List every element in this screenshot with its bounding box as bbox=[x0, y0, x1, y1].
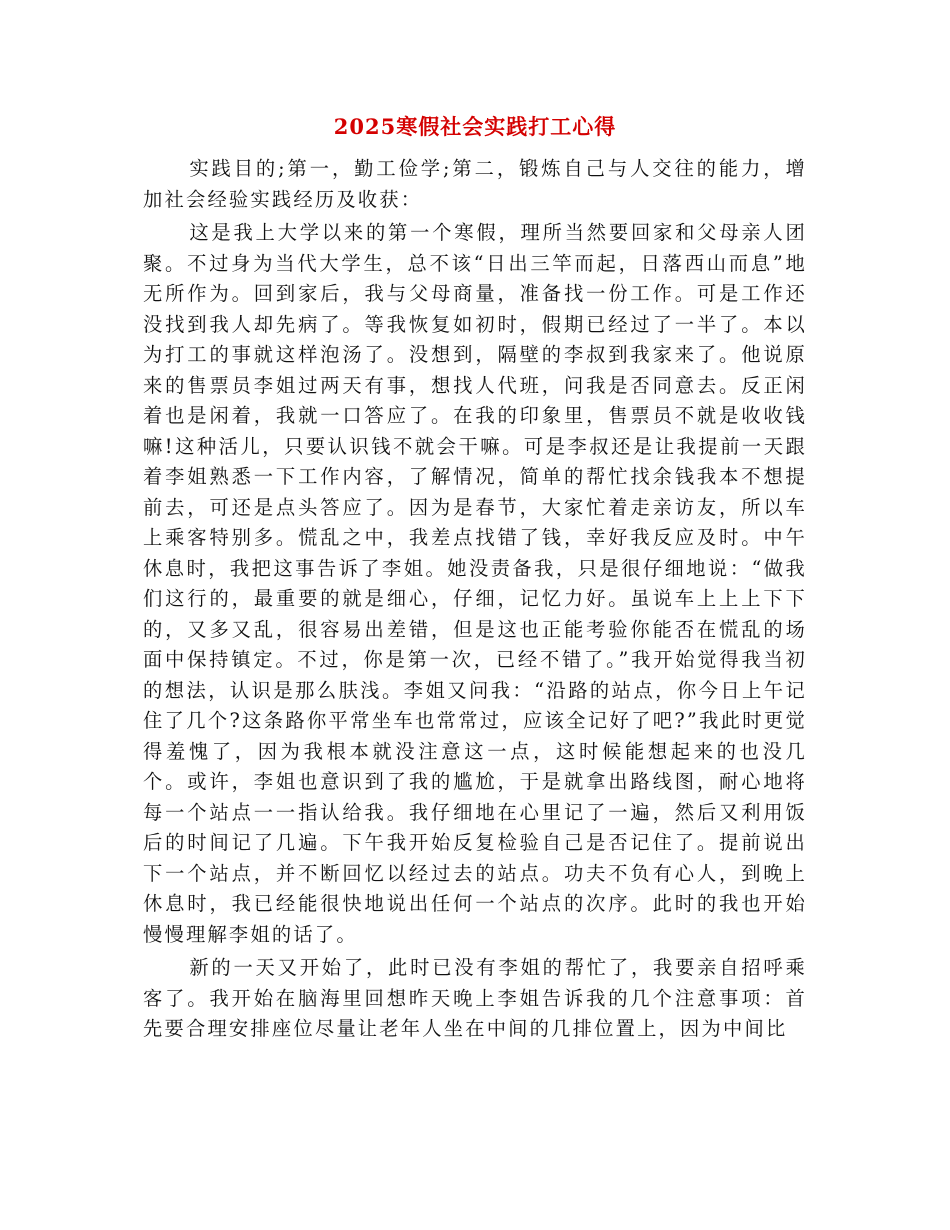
paragraph-story: 这是我上大学以来的第一个寒假，理所当然要回家和父母亲人团聚。不过身为当代大学生，总不该“日出三竿而起，日落西山而息”地无所作为。回到家后，我与父母商量，准备找一份工作。可是工作还没找到我人却先病了。等我恢复如初时，假期已经过了一半了。本以为打工的事就这样泡汤了。没想到，隔壁的李叔到我家来了。他说原来的售票员李姐过两天有事，想找人代班，问我是否同意去。反正闲着也是闲着，我就一口答应了。在我的印象里，售票员不就是收收钱嘛!这种活儿，只要认识钱不就会干嘛。可是李叔还是让我提前一天跟着李姐熟悉一下工作内容，了解情况，简单的帮忙找余钱我本不想提前去，可还是点头答应了。因为是春节，大家忙着走亲访友，所以车上乘客特别多。慌乱之中，我差点找错了钱，幸好我反应及时。中午休息时，我把这事告诉了李姐。她没责备我，只是很仔细地说：“做我们这行的，最重要的就是细心，仔细，记忆力好。虽说车上上上下下的，又多又乱，很容易出差错，但是这也正能考验你能否在慌乱的场面中保持镇定。不过，你是第一次，已经不错了。”我开始觉得我当初的想法，认识是那么肤浅。李姐又问我：“沿路的站点，你今日上午记住了几个?这条路你平常坐车也常常过，应该全记好了吧?”我此时更觉得羞愧了，因为我根本就没注意这一点，这时候能想起来的也没几个。或许，李姐也意识到了我的尴尬，于是就拿出路线图，耐心地将每一个站点一一指认给我。我仔细地在心里记了一遍，然后又利用饭后的时间记了几遍。下午我开始反复检验自己是否记住了。提前说出下一个站点，并不断回忆以经过去的站点。功夫不负有心人，到晚上休息时，我已经能很快地说出任何一个站点的次序。此时的我也开始慢慢理解李姐的话了。 bbox=[143, 221, 807, 946]
document-body bbox=[143, 112, 807, 1048]
paragraph-purpose: 实践目的;第一，勤工俭学;第二，锻炼自己与人交往的能力，增加社会经验实践经历及收获： bbox=[143, 157, 807, 211]
document-title: 2025寒假社会实践打工心得 bbox=[333, 114, 617, 139]
paragraph-new-day: 新的一天又开始了，此时已没有李姐的帮忙了，我要亲自招呼乘客了。我开始在脑海里回想昨天晚上李姐告诉我的几个注意事项：首先要合理安排座位尽量让老年人坐在中间的几排位置上，因为中间比 bbox=[143, 956, 807, 1040]
